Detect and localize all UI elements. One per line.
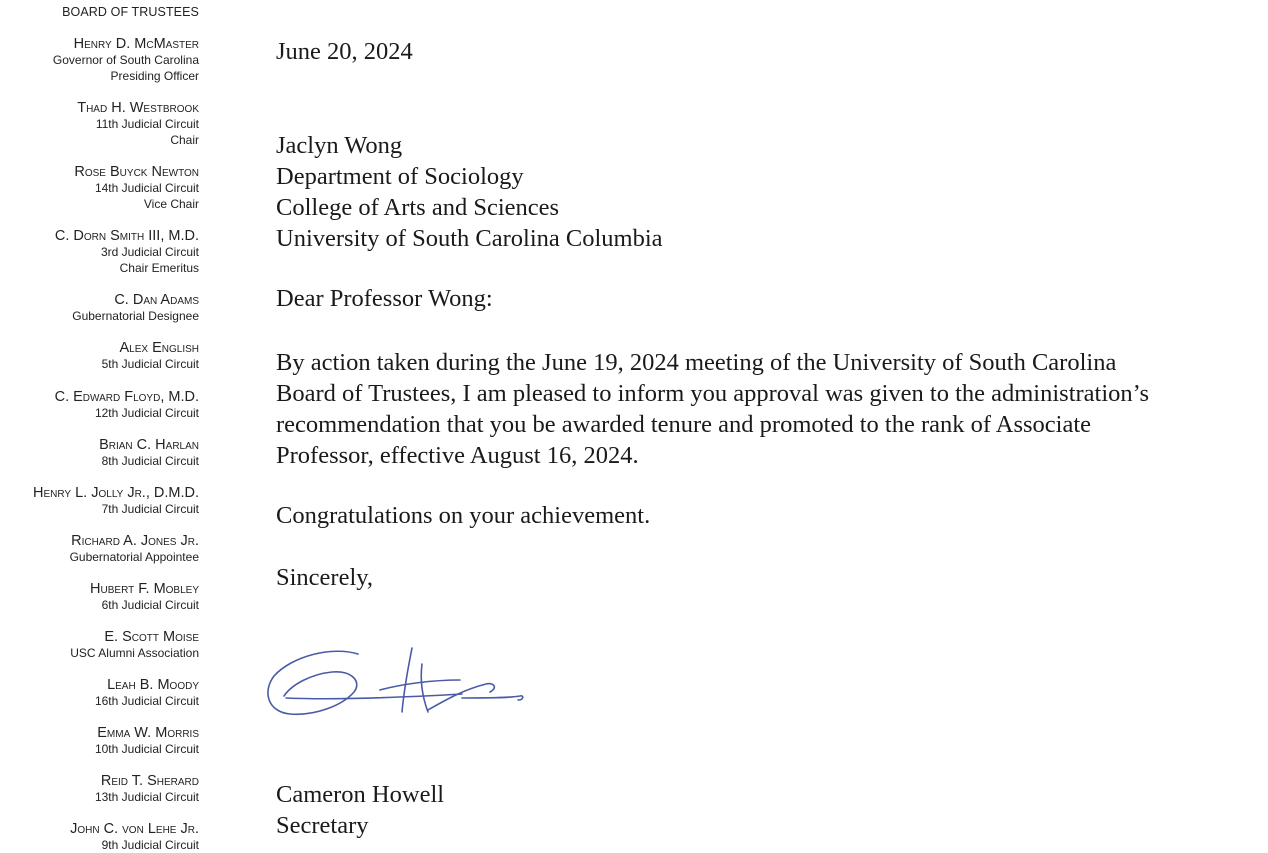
trustee-entry: [55, 228, 199, 276]
signer-title: Secretary: [276, 812, 369, 839]
trustee-role: 5th Judicial Circuit: [101, 357, 199, 371]
trustee-name: C. Dan Adams: [114, 292, 199, 308]
trustee-entry: [90, 581, 199, 613]
trustee-entry: [53, 36, 199, 84]
trustee-role: Chair: [170, 133, 199, 147]
board-title: BOARD OF TRUSTEES: [62, 5, 199, 19]
closing-line: Sincerely,: [276, 564, 374, 591]
trustee-role: Presiding Officer: [110, 69, 199, 83]
trustee-name: John C. von Lehe Jr.: [70, 821, 199, 837]
recipient-name: Jaclyn Wong: [276, 132, 403, 159]
trustee-role: 16th Judicial Circuit: [94, 694, 199, 708]
trustee-role: 14th Judicial Circuit: [94, 181, 199, 195]
trustee-entry: [99, 437, 199, 469]
trustee-entry: [70, 533, 199, 565]
trustee-name: Reid T. Sherard: [100, 773, 199, 789]
trustee-role: 8th Judicial Circuit: [101, 454, 199, 468]
trustee-role: Gubernatorial Appointee: [69, 550, 199, 564]
trustee-role: 11th Judicial Circuit: [95, 117, 199, 131]
trustee-role: 10th Judicial Circuit: [94, 742, 199, 756]
trustee-role: 12th Judicial Circuit: [94, 406, 199, 420]
trustee-role: USC Alumni Association: [70, 646, 199, 660]
congratulations-line: Congratulations on your achievement.: [276, 502, 651, 529]
trustee-entry: [72, 292, 199, 324]
signer-block: [276, 779, 444, 841]
trustee-entry: [74, 164, 199, 212]
trustee-role: 7th Judicial Circuit: [101, 502, 199, 516]
recipient-address: [276, 130, 663, 254]
trustee-entry: [33, 485, 199, 517]
trustee-name: Hubert F. Mobley: [90, 581, 199, 597]
body-paragraph: By action taken during the June 19, 2024 meeting of the University of South Carolina Board of Trustees, I am pleased to inform you approval was given to the administration’s recommendation that you be awarded tenure and promoted to the rank of Associate Professor, effective August 16, 2024.: [276, 349, 1150, 469]
trustee-name: Thad H. Westbrook: [77, 100, 199, 116]
trustee-role: Vice Chair: [143, 197, 199, 211]
recipient-university: University of South Carolina Columbia: [276, 225, 663, 252]
trustee-name: Richard A. Jones Jr.: [71, 533, 199, 549]
trustee-role: Governor of South Carolina: [52, 53, 199, 67]
trustee-name: C. Dorn Smith III, M.D.: [54, 228, 199, 244]
signer-name: Cameron Howell: [276, 781, 445, 808]
trustee-name: E. Scott Moise: [104, 629, 199, 645]
trustee-name: Henry D. McMaster: [73, 36, 199, 52]
handwritten-signature: [262, 640, 532, 724]
trustee-role: 9th Judicial Circuit: [101, 838, 199, 852]
salutation: Dear Professor Wong:: [276, 285, 493, 312]
trustee-role: 13th Judicial Circuit: [94, 790, 199, 804]
trustee-role: 6th Judicial Circuit: [101, 598, 199, 612]
recipient-department: Department of Sociology: [276, 163, 524, 190]
trustee-name: Leah B. Moody: [107, 677, 199, 693]
trustee-role: 3rd Judicial Circuit: [100, 245, 199, 259]
trustee-entry: [102, 340, 199, 372]
trustee-entry: [70, 629, 199, 661]
trustee-entry: [77, 100, 199, 148]
trustee-name: Henry L. Jolly Jr., D.M.D.: [33, 485, 199, 501]
trustee-role: Chair Emeritus: [119, 261, 199, 275]
trustee-entry: [70, 821, 199, 853]
trustee-name: Alex English: [119, 340, 199, 356]
letter-date: June 20, 2024: [276, 38, 413, 65]
recipient-college: College of Arts and Sciences: [276, 194, 560, 221]
trustee-name: Emma W. Morris: [97, 725, 199, 741]
trustee-entry: [55, 389, 199, 421]
trustee-entry: [95, 677, 199, 709]
trustee-entry: [95, 725, 199, 757]
trustee-name: Brian C. Harlan: [99, 437, 199, 453]
trustee-name: Rose Buyck Newton: [74, 164, 199, 180]
trustee-role: Gubernatorial Designee: [72, 309, 199, 323]
trustee-name: C. Edward Floyd, M.D.: [54, 389, 199, 405]
trustee-entry: [95, 773, 199, 805]
